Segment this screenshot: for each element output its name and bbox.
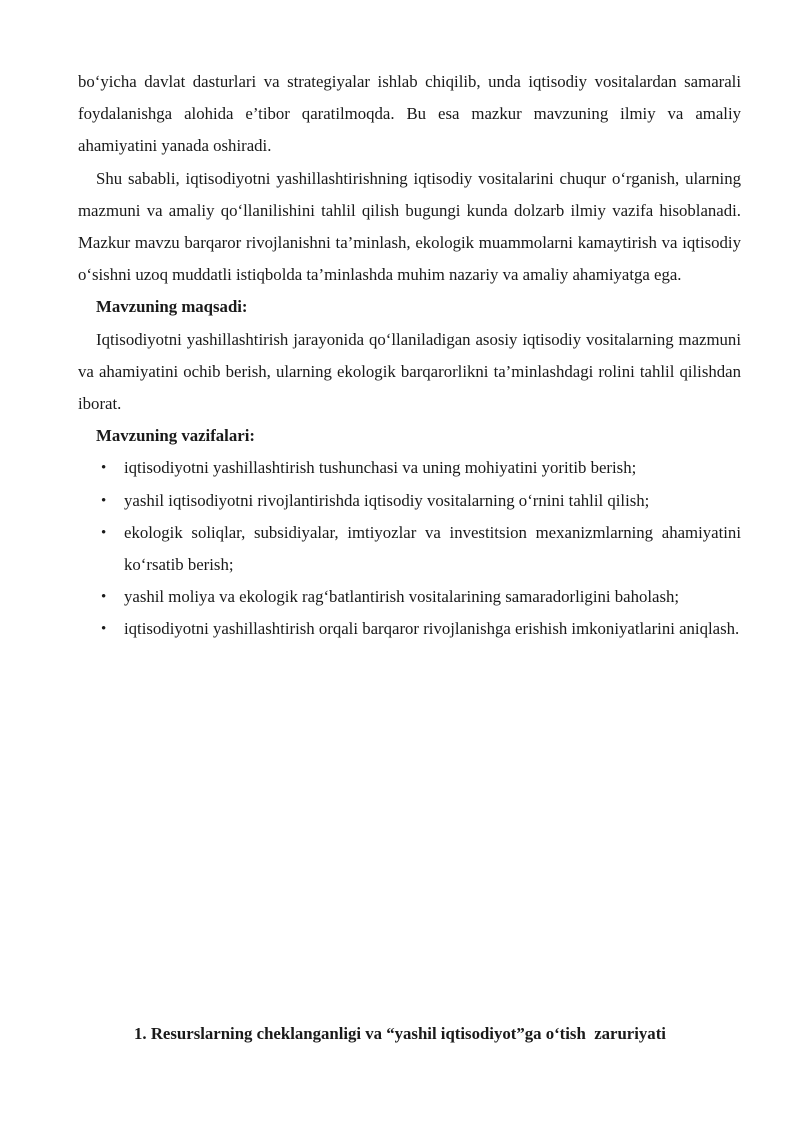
list-item-text: iqtisodiyotni yashillashtirish orqali barqaror rivojlanishga erishish imkoniyatlarini aniqlash. (124, 619, 740, 639)
bullet-icon: • (101, 524, 107, 541)
list-item (78, 581, 741, 613)
section-title: 1. Resurslarning cheklanganligi va “yashil iqtisodiyot”ga o‘tish zaruriyati (134, 1024, 666, 1043)
list-item-text: yashil moliya va ekologik rag‘batlantirish vositalarining samaradorligini baholash; (124, 587, 680, 607)
list-item-text: ekologik soliqlar, subsidiyalar, imtiyozlar va investitsion mexanizmlarning ahamiyatini ko‘rsatib berish; (124, 522, 741, 575)
bullet-icon: • (101, 460, 107, 477)
list-item-text: iqtisodiyotni yashillashtirish tushunchasi va uning mohiyatini yoritib berish; (124, 458, 637, 478)
paragraph-relevance: Shu sababli, iqtisodiyotni yashillashtirishning iqtisodiy vositalarini chuqur o‘rganish, ularning mazmuni va amaliy qo‘llanilishini tahlil qilish bugungi kunda dolzarb ilmiy vazifa hisoblanadi. Mazkur mavzu barqaror rivojlanishni ta’minlash, ekologik muammolarni kamaytirish va iqtisodiy o‘sishni uzoq muddatli istiqbolda ta’minlashda muhim nazariy va amaliy ahamiyatga ega. (78, 168, 741, 285)
paragraph-intro-continuation: bo‘yicha davlat dasturlari va strategiyalar ishlab chiqilib, unda iqtisodiy vositalardan samarali foydalanishga alohida e’tibor qaratilmoqda. Bu esa mazkur mavzuning ilmiy va amaliy ahamiyatini yanada oshiradi. (78, 72, 741, 156)
tasks-list (78, 452, 741, 645)
tasks-heading: Mavzuning vazifalari: (96, 426, 255, 446)
bullet-icon: • (101, 621, 107, 638)
goal-heading: Mavzuning maqsadi: (96, 297, 248, 317)
bullet-icon: • (101, 589, 107, 606)
bullet-icon: • (101, 492, 107, 509)
list-item (78, 452, 741, 484)
list-item (78, 517, 741, 581)
goal-text: Iqtisodiyotni yashillashtirish jarayonida qo‘llaniladigan asosiy iqtisodiy vositalarning mazmuni va ahamiyatini ochib berish, ularning ekologik barqarorlikni ta’minlashdagi rolini tahlil qilishdan iborat. (78, 329, 741, 414)
list-item (78, 613, 741, 645)
list-item-text: yashil iqtisodiyotni rivojlantirishda iqtisodiy vositalarning o‘rnini tahlil qilish; (124, 490, 650, 510)
list-item (78, 485, 741, 517)
document-page (78, 66, 741, 646)
